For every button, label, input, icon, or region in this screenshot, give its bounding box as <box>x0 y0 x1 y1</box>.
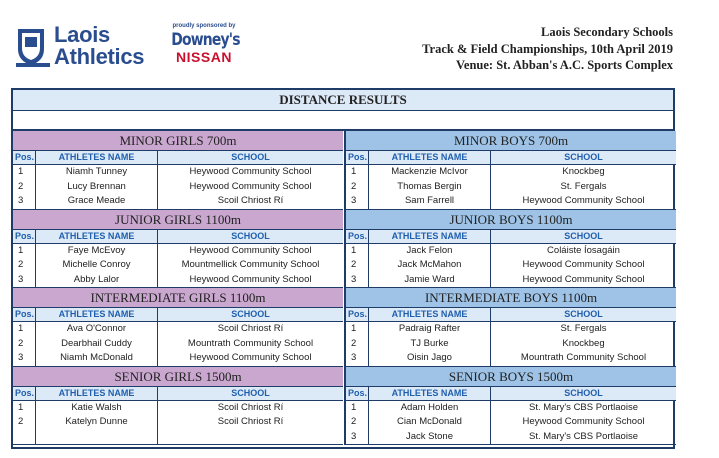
table-row <box>346 273 676 288</box>
position-cell: 2 <box>13 415 36 430</box>
pos-header: Pos. <box>348 387 368 398</box>
table-row <box>13 322 343 337</box>
table-row <box>13 194 343 209</box>
table-header <box>346 308 676 322</box>
school-cell: Heywood Community School <box>189 352 312 363</box>
table-row <box>13 165 343 180</box>
category-block <box>13 131 343 210</box>
pos-header: Pos. <box>15 230 35 241</box>
category-title: INTERMEDIATE GIRLS 1100m <box>13 288 343 308</box>
category-block <box>13 367 343 446</box>
table-row <box>13 273 343 288</box>
position-cell: 3 <box>13 194 36 209</box>
pos-header: Pos. <box>15 309 35 319</box>
pos-header: Pos. <box>15 387 35 398</box>
school-cell: Scoil Chriost Rí <box>217 195 284 206</box>
table-row <box>13 244 343 259</box>
category-title: MINOR BOYS 700m <box>346 131 676 151</box>
category-block <box>13 210 343 289</box>
girls-column <box>13 131 343 445</box>
table-row <box>346 194 676 209</box>
name-header: ATHLETES NAME <box>369 387 491 400</box>
school-cell: Heywood Community School <box>522 416 645 427</box>
school-cell: Scoil Chriost Rí <box>217 416 284 427</box>
school-header: SCHOOL <box>231 387 270 398</box>
position-cell: 2 <box>346 415 369 430</box>
result-rows <box>13 244 343 289</box>
school-cell: Heywood Community School <box>522 195 645 206</box>
table-row <box>13 430 343 445</box>
table-row <box>346 415 676 430</box>
category-title: JUNIOR BOYS 1100m <box>346 210 676 230</box>
position-cell: 1 <box>346 322 369 337</box>
school-header: SCHOOL <box>564 230 603 241</box>
school-cell: Heywood Community School <box>189 244 312 256</box>
table-row <box>13 258 343 273</box>
athlete-name-cell: Mackenzie McIvor <box>369 165 491 180</box>
category-block <box>346 131 676 210</box>
position-cell: 1 <box>13 244 36 259</box>
school-header: SCHOOL <box>564 152 603 162</box>
position-cell: 2 <box>346 180 369 195</box>
category-title: MINOR GIRLS 700m <box>13 131 343 151</box>
result-rows <box>13 165 343 210</box>
table-row <box>13 351 343 366</box>
result-rows <box>346 322 676 367</box>
name-header: ATHLETES NAME <box>36 387 158 400</box>
logo-line-2: Athletics <box>54 44 145 69</box>
position-cell: 3 <box>346 430 369 445</box>
category-title: SENIOR GIRLS 1500m <box>13 367 343 387</box>
athlete-name-cell: Oisin Jago <box>369 351 491 366</box>
event-venue: Venue: St. Abban's A.C. Sports Complex <box>456 58 673 72</box>
table-header <box>346 151 676 165</box>
category-block <box>346 210 676 289</box>
table-row <box>346 322 676 337</box>
athlete-name-cell: Cian McDonald <box>369 415 491 430</box>
school-cell: Scoil Chriost Rí <box>217 323 284 334</box>
table-row <box>346 401 676 416</box>
position-cell: 3 <box>346 194 369 209</box>
sponsor-name: Downey's <box>171 30 240 50</box>
name-header: ATHLETES NAME <box>369 151 491 164</box>
logo-wordmark <box>54 24 144 68</box>
pos-header: Pos. <box>15 152 35 162</box>
pos-header: Pos. <box>348 152 368 162</box>
school-cell: St. Fergals <box>560 323 607 334</box>
position-cell: 1 <box>13 165 36 180</box>
name-header: ATHLETES NAME <box>36 230 158 243</box>
position-cell: 1 <box>13 401 36 416</box>
position-cell: 2 <box>13 258 36 273</box>
crest-icon <box>16 27 50 67</box>
event-subtitle: Track & Field Championships, 10th April 2019 <box>422 41 673 56</box>
table-header <box>13 230 343 244</box>
result-rows <box>346 165 676 210</box>
table-row <box>13 180 343 195</box>
table-row <box>13 337 343 352</box>
school-cell: Heywood Community School <box>522 273 645 285</box>
athlete-name-cell: Adam Holden <box>369 401 491 416</box>
school-cell: St. Mary's CBS Portlaoise <box>529 401 638 413</box>
table-row <box>13 401 343 416</box>
table-header <box>13 151 343 165</box>
athlete-name-cell: Jamie Ward <box>369 273 491 288</box>
position-cell <box>13 430 36 445</box>
category-title: SENIOR BOYS 1500m <box>346 367 676 387</box>
position-cell: 3 <box>346 351 369 366</box>
category-title: JUNIOR GIRLS 1100m <box>13 210 343 230</box>
sponsor-caption: proudly sponsored by <box>172 23 236 29</box>
school-cell: Mountrath Community School <box>187 337 314 349</box>
blank-row <box>13 111 673 131</box>
school-cell <box>158 430 343 445</box>
result-rows <box>346 244 676 289</box>
school-header: SCHOOL <box>231 309 270 319</box>
school-cell: St. Fergals <box>560 180 607 192</box>
table-row <box>346 258 676 273</box>
position-cell: 1 <box>346 244 369 259</box>
laois-athletics-logo <box>16 22 168 80</box>
table-header <box>346 387 676 401</box>
name-header: ATHLETES NAME <box>36 151 158 164</box>
table-row <box>13 415 343 430</box>
position-cell: 1 <box>13 322 36 337</box>
position-cell: 3 <box>346 273 369 288</box>
result-rows <box>13 322 343 367</box>
sponsor-logo <box>164 22 244 78</box>
athlete-name-cell: TJ Burke <box>369 337 491 352</box>
category-block <box>13 288 343 367</box>
table-header <box>346 230 676 244</box>
school-cell: Knockbeg <box>562 166 605 177</box>
school-cell: St. Mary's CBS Portlaoise <box>529 430 638 442</box>
school-cell: Scoil Chriost Rí <box>217 401 284 413</box>
table-header <box>13 308 343 322</box>
table-row <box>346 430 676 445</box>
category-block <box>346 288 676 367</box>
result-rows <box>13 401 343 446</box>
name-header: ATHLETES NAME <box>369 308 491 321</box>
logo-line-1: Laois <box>54 22 110 47</box>
category-title: INTERMEDIATE BOYS 1100m <box>346 288 676 308</box>
pos-header: Pos. <box>348 309 368 319</box>
position-cell: 3 <box>13 351 36 366</box>
table-row <box>346 337 676 352</box>
school-cell: Mountmellick Community School <box>181 259 320 270</box>
athlete-name-cell: Padraig Rafter <box>369 322 491 337</box>
school-cell: Heywood Community School <box>522 259 645 270</box>
athlete-name-cell: Jack Stone <box>369 430 491 445</box>
result-rows <box>346 401 676 446</box>
position-cell: 2 <box>346 258 369 273</box>
school-cell: Heywood Community School <box>189 180 312 192</box>
school-header: SCHOOL <box>564 309 603 319</box>
school-cell: Heywood Community School <box>189 166 312 177</box>
athlete-name-cell: Niamh McDonald <box>36 351 158 366</box>
school-header: SCHOOL <box>231 230 270 241</box>
school-header: SCHOOL <box>231 152 270 162</box>
athlete-name-cell: Michelle Conroy <box>36 258 158 273</box>
position-cell: 2 <box>346 337 369 352</box>
athlete-name-cell: Faye McEvoy <box>36 244 158 259</box>
table-row <box>346 244 676 259</box>
page-header <box>0 0 719 86</box>
position-cell: 1 <box>346 165 369 180</box>
school-cell: Coláiste Íosagáin <box>547 244 620 256</box>
athlete-name-cell: Lucy Brennan <box>36 180 158 195</box>
athlete-name-cell: Niamh Tunney <box>36 165 158 180</box>
table-row <box>346 351 676 366</box>
school-header: SCHOOL <box>564 387 603 398</box>
boys-column <box>344 131 676 445</box>
position-cell: 1 <box>346 401 369 416</box>
school-cell: Mountrath Community School <box>520 352 647 363</box>
results-title: DISTANCE RESULTS <box>13 90 673 111</box>
athlete-name-cell: Jack McMahon <box>369 258 491 273</box>
name-header: ATHLETES NAME <box>36 308 158 321</box>
athlete-name-cell <box>36 430 158 445</box>
athlete-name-cell: Ava O'Connor <box>36 322 158 337</box>
athlete-name-cell: Jack Felon <box>369 244 491 259</box>
event-titles <box>422 24 673 74</box>
pos-header: Pos. <box>348 230 368 241</box>
table-row <box>346 165 676 180</box>
position-cell: 2 <box>13 337 36 352</box>
athlete-name-cell: Katie Walsh <box>36 401 158 416</box>
athlete-name-cell: Katelyn Dunne <box>36 415 158 430</box>
category-block <box>346 367 676 446</box>
name-header: ATHLETES NAME <box>369 230 491 243</box>
athlete-name-cell: Grace Meade <box>36 194 158 209</box>
sponsor-brand: NISSAN <box>176 49 232 65</box>
position-cell: 2 <box>13 180 36 195</box>
table-row <box>346 180 676 195</box>
athlete-name-cell: Thomas Bergin <box>369 180 491 195</box>
athlete-name-cell: Sam Farrell <box>369 194 491 209</box>
school-cell: Knockbeg <box>562 337 605 349</box>
position-cell: 3 <box>13 273 36 288</box>
results-sheet <box>11 88 675 449</box>
school-cell: Heywood Community School <box>189 273 312 285</box>
event-title: Laois Secondary Schools <box>541 25 673 39</box>
table-header <box>13 387 343 401</box>
athlete-name-cell: Abby Lalor <box>36 273 158 288</box>
athlete-name-cell: Dearbhail Cuddy <box>36 337 158 352</box>
